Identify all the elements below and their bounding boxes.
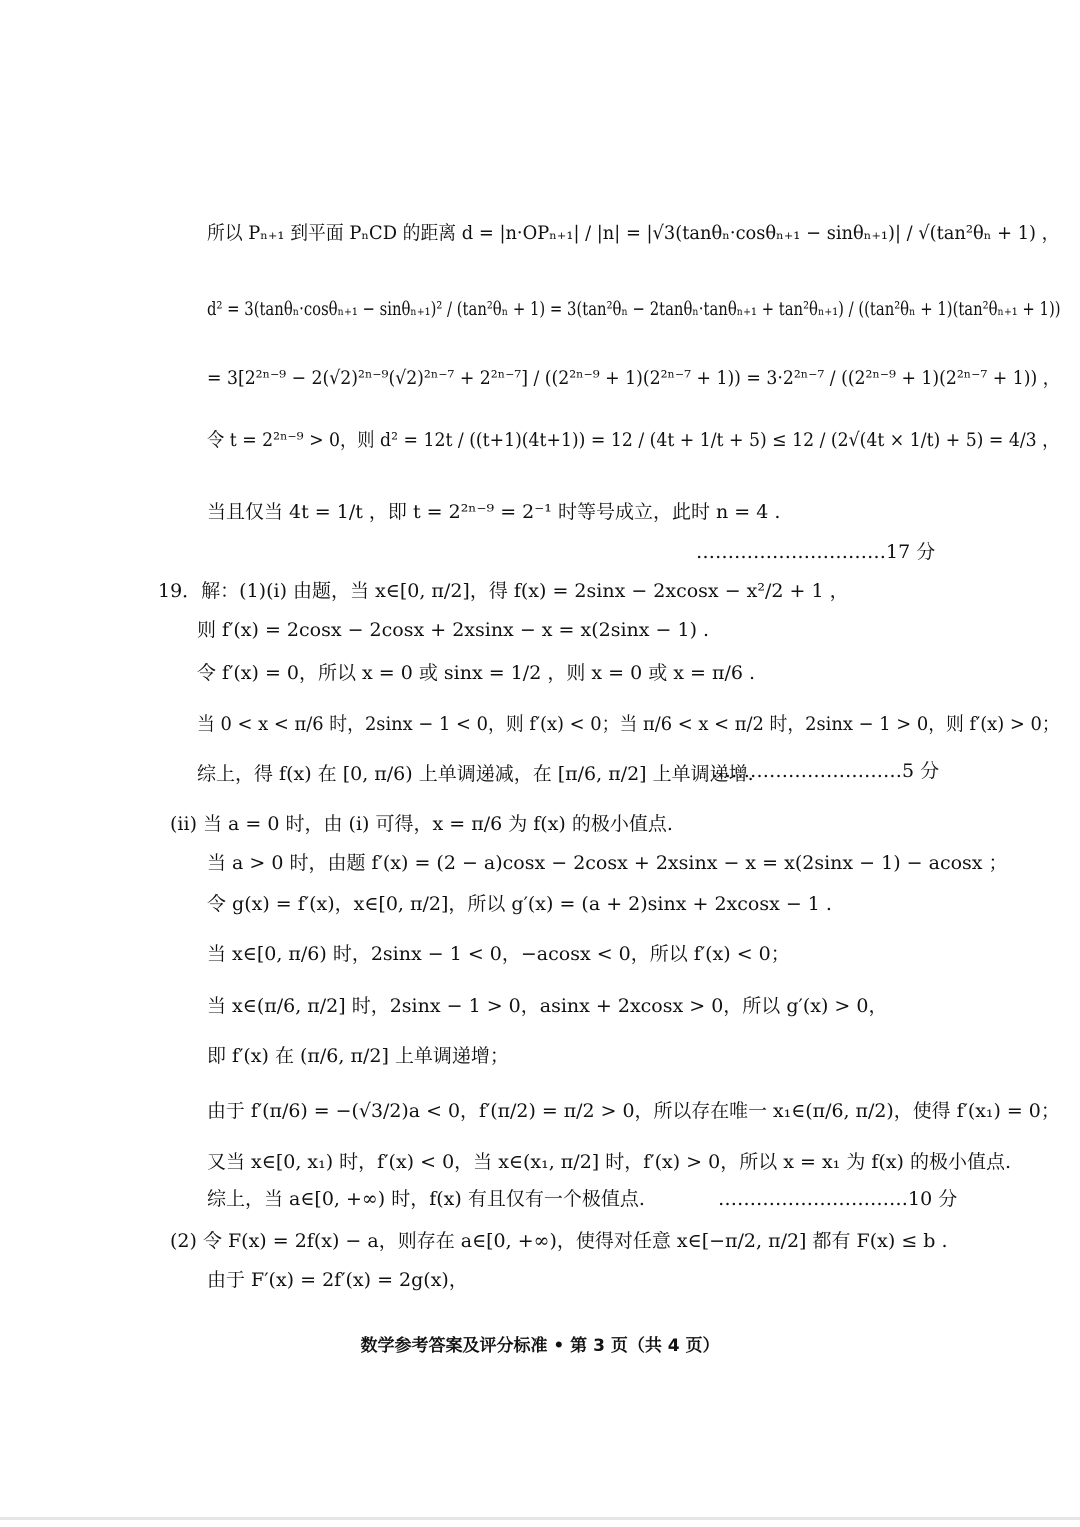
page-footer: 数学参考答案及评分标准 • 第 3 页（共 4 页）	[360, 1336, 720, 1356]
text-line: 当 x∈(π/6, π/2] 时，2sinx − 1 > 0，asinx + 2xcosx > 0，所以 g′(x) > 0，	[207, 995, 888, 1017]
text-line: = 3[2²ⁿ⁻⁹ − 2(√2)²ⁿ⁻⁹(√2)²ⁿ⁻⁷ + 2²ⁿ⁻⁷] / ((2²ⁿ⁻⁹ + 1)(2²ⁿ⁻⁷ + 1)) = 3·2²ⁿ⁻⁷ / ((2²ⁿ⁻⁹ + 1)(2²ⁿ⁻⁷ + 1)) ，	[207, 367, 1060, 389]
text-line: 所以 Pₙ₊₁ 到平面 PₙCD 的距离 d = |n·OPₙ₊₁| / |n| = |√3(tanθₙ·cosθₙ₊₁ − sinθₙ₊₁)| / √(tan²θₙ + 1) ，	[207, 222, 1060, 244]
score-marker: …………………………17 分	[696, 541, 936, 563]
text-line: 当 x∈[0, π/6) 时，2sinx − 1 < 0，−acosx < 0，所以 f′(x) < 0；	[207, 943, 790, 965]
bottom-divider	[0, 1517, 1080, 1520]
text-line: 19．解：(1)(i) 由题，当 x∈[0, π/2]，得 f(x) = 2sinx − 2xcosx − x²/2 + 1 ，	[158, 580, 849, 602]
text-line: 令 g(x) = f′(x)，x∈[0, π/2]，所以 g′(x) = (a + 2)sinx + 2xcosx − 1 .	[207, 893, 832, 915]
text-line: d² = 3(tanθₙ·cosθₙ₊₁ − sinθₙ₊₁)² / (tan²θₙ + 1) = 3(tan²θₙ − 2tanθₙ·tanθₙ₊₁ + tan²θₙ₊₁) / ((tan²θₙ + 1)(tan²θₙ₊₁ + 1))	[207, 298, 1061, 320]
text-line: 令 t = 2²ⁿ⁻⁹ > 0，则 d² = 12t / ((t+1)(4t+1)) = 12 / (4t + 1/t + 5) ≤ 12 / (2√(4t × 1/t) + 5) = 4/3 ，	[207, 429, 1060, 451]
text-line: 当 a > 0 时，由题 f′(x) = (2 − a)cosx − 2cosx + 2xsinx − x = x(2sinx − 1) − acosx ；	[207, 852, 1008, 874]
text-line: 则 f′(x) = 2cosx − 2cosx + 2xsinx − x = x(2sinx − 1) .	[197, 619, 710, 641]
text-line: 令 f′(x) = 0，所以 x = 0 或 sinx = 1/2 ，则 x = 0 或 x = π/6 .	[197, 662, 756, 684]
text-line: 当 0 < x < π/6 时，2sinx − 1 < 0，则 f′(x) < 0；当 π/6 < x < π/2 时，2sinx − 1 > 0，则 f′(x) > 0；	[197, 713, 1060, 735]
text-line: 由于 f′(π/6) = −(√3/2)a < 0，f′(π/2) = π/2 > 0，所以存在唯一 x₁∈(π/6, π/2)，使得 f′(x₁) = 0；	[207, 1100, 1060, 1122]
text-line: (ii) 当 a = 0 时，由 (i) 可得，x = π/6 为 f(x) 的极小值点.	[170, 813, 673, 835]
score-marker: …………………………10 分	[718, 1188, 958, 1210]
text-line: 综上，当 a∈[0, +∞) 时，f(x) 有且仅有一个极值点.	[207, 1188, 645, 1210]
text-line: 又当 x∈[0, x₁) 时，f′(x) < 0，当 x∈(x₁, π/2] 时，f′(x) > 0，所以 x = x₁ 为 f(x) 的极小值点.	[207, 1151, 1012, 1173]
text-line: (2) 令 F(x) = 2f(x) − a，则存在 a∈[0, +∞)，使得对任意 x∈[−π/2, π/2] 都有 F(x) ≤ b .	[170, 1230, 948, 1252]
text-line: 由于 F′(x) = 2f′(x) = 2g(x)，	[207, 1269, 468, 1291]
text-line: 当且仅当 4t = 1/t ，即 t = 2²ⁿ⁻⁹ = 2⁻¹ 时等号成立，此时 n = 4 .	[207, 501, 781, 523]
text-line: 即 f′(x) 在 (π/6, π/2] 上单调递增；	[207, 1045, 509, 1067]
text-line: 综上，得 f(x) 在 [0, π/6) 上单调递减，在 [π/6, π/2] 上单调递增.	[197, 763, 754, 785]
score-marker: …………………………5 分	[712, 760, 940, 782]
